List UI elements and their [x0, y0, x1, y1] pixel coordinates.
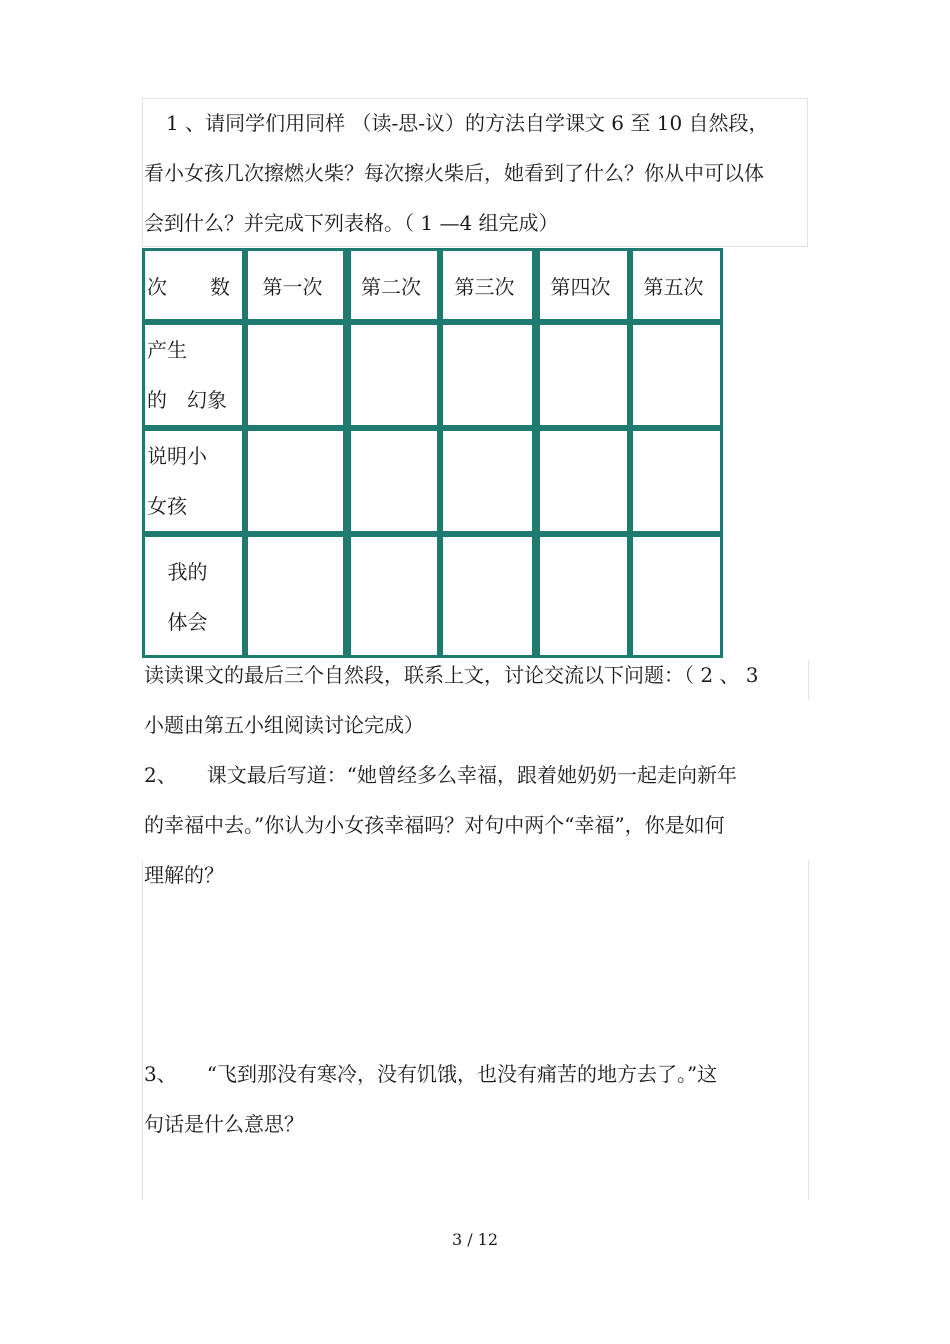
header-first: 第一次	[262, 274, 323, 299]
table-cell[interactable]	[346, 322, 440, 428]
table-cell[interactable]	[535, 534, 630, 658]
header-second: 第二次	[361, 274, 421, 299]
header-count-char2: 数	[210, 274, 230, 299]
row3-label-line2: 体会	[167, 610, 208, 634]
table-cell[interactable]	[440, 322, 535, 428]
question2-line1: 2、 课文最后写道：“她曾经多么幸福，跟着她奶奶一起走向新年	[144, 763, 737, 787]
header-fourth: 第四次	[550, 274, 611, 299]
table-cell[interactable]	[630, 428, 723, 534]
table-cell[interactable]	[346, 534, 440, 658]
row-label-cell	[142, 428, 245, 534]
header-cell-2	[346, 248, 440, 322]
table-cell[interactable]	[245, 322, 346, 428]
header-count-char1: 次	[147, 274, 167, 299]
table-cell[interactable]	[440, 534, 535, 658]
table-header-row	[142, 248, 723, 322]
right-margin-line	[808, 660, 809, 700]
row-label-cell	[142, 534, 245, 658]
question2-line2: 的幸福中去。”你认为小女孩幸福吗？对句中两个“幸福”，你是如何	[144, 813, 725, 837]
question3-line2: 句话是什么意思？	[144, 1112, 304, 1136]
page-number: 3 / 12	[451, 1230, 499, 1249]
observation-table	[142, 248, 723, 658]
table-cell[interactable]	[630, 534, 723, 658]
table-cell[interactable]	[245, 534, 346, 658]
table-cell[interactable]	[535, 322, 630, 428]
table-row	[142, 534, 723, 658]
table-cell[interactable]	[535, 428, 630, 534]
table-cell[interactable]	[346, 428, 440, 534]
header-cell-4	[535, 248, 630, 322]
row1-label-line1: 产生	[147, 338, 187, 362]
table-cell[interactable]	[440, 428, 535, 534]
left-margin-line	[142, 860, 143, 1200]
table-cell[interactable]	[245, 428, 346, 534]
header-cell-1	[245, 248, 346, 322]
question2-line3: 理解的？	[144, 863, 224, 887]
table-row	[142, 428, 723, 534]
table-cell[interactable]	[630, 322, 723, 428]
row2-label-line2: 女孩	[147, 494, 187, 518]
header-cell-5	[630, 248, 723, 322]
row-label-cell	[142, 322, 245, 428]
instruction-line1: 读读课文的最后三个自然段，联系上文，讨论交流以下问题：（ 2 、 3	[144, 663, 759, 687]
row3-label-line1: 我的	[167, 560, 208, 584]
header-fifth: 第五次	[643, 274, 704, 299]
header-cell-count	[142, 248, 245, 322]
header-third: 第三次	[454, 274, 515, 299]
header-cell-3	[440, 248, 535, 322]
right-margin-line	[808, 860, 809, 1200]
question-1	[144, 98, 812, 248]
row2-label-line1: 说明小	[147, 444, 207, 468]
question1-line3: 会到什么？并完成下列表格。（ 1 —4 组完成）	[144, 211, 559, 235]
instruction-line2: 小题由第五小组阅读讨论完成）	[144, 713, 424, 737]
row1-label-line2: 的 幻象	[147, 388, 227, 412]
question3-line1: 3、 “飞到那没有寒冷，没有饥饿，也没有痛苦的地方去了。”这	[144, 1062, 718, 1086]
question1-line2: 看小女孩几次擦燃火柴？每次擦火柴后，她看到了什么？你从中可以体	[144, 161, 764, 185]
table-row	[142, 322, 723, 428]
question1-line1: 1 、请同学们用同样 （读-思-议）的方法自学课文 6 至 10 自然段，	[166, 111, 769, 135]
